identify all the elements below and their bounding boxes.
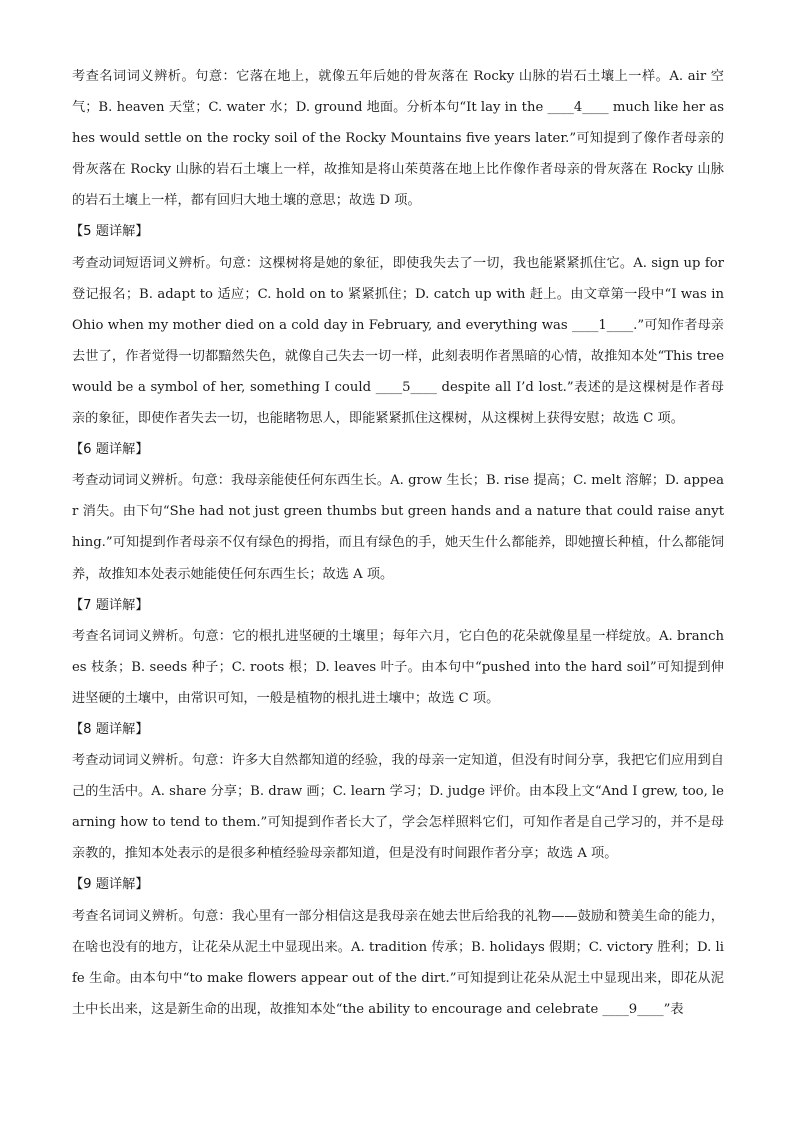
explanation-q9-text: 考查名词词义辨析。句意：我心里有一部分相信这是我母亲在她去世后给我的礼物——鼓励和赞美生命的能力，在啥也没有的地方，让花朵从泥土中显现出来。A. tradition 传承；B. holidays 假期；C. victory 胜利；D. life 生命。由本句中“to make flowers appear out of the dirt.”可知提到让花朵从泥土中显现出来，即花从泥土中长出来，这是新生命的出现，故推知本处“the ability to encourage and celebrate ____9____”表: [72, 908, 724, 1017]
explanation-q6-text: 考查动词词义辨析。句意：我母亲能使任何东西生长。A. grow 生长；B. rise 提高；C. melt 溶解；D. appear 消失。由下句“She had not just green thumbs but green hands and a nature that could raise anything.”可知提到作者母亲不仅有绿色的拇指，而且有绿色的手，她天生什么都能养，即她擅长种植，什么都能饲养，故推知本处表示她能使任何东西生长；故选 A 项。: [72, 473, 724, 582]
heading-q6: 【6 题详解】: [70, 442, 149, 458]
heading-q5: 【5 题详解】: [70, 224, 149, 240]
answer-explanations: [72, 61, 724, 1025]
explanation-q7-text: 考查名词词义辨析。句意：它的根扎进坚硬的土壤里；每年六月，它白色的花朵就像星星一样绽放。A. branches 枝条；B. seeds 种子；C. roots 根；D. leaves 叶子。由本句中“pushed into the hard soil”可知提到伸进坚硬的土壤中，由常识可知，一般是植物的根扎进土壤中；故选 C 项。: [72, 628, 724, 706]
explanation-q8-text: 考查动词词义辨析。句意：许多大自然都知道的经验，我的母亲一定知道，但没有时间分享，我把它们应用到自己的生活中。A. share 分享；B. draw 画；C. learn 学习；D. judge 评价。由本段上文“And I grew, too, learning how to tend to them.”可知提到作者长大了，学会怎样照料它们，可知作者是自己学习的，并不是母亲教的，推知本处表示的是很多种植经验母亲都知道，但是没有时间跟作者分享；故选 A 项。: [72, 753, 724, 862]
heading-q7: 【7 题详解】: [70, 597, 149, 613]
explanation-q5-text: 考查动词短语词义辨析。句意：这棵树将是她的象征，即使我失去了一切，我也能紧紧抓住它。A. sign up for 登记报名；B. adapt to 适应；C. hold on to 紧紧抓住；D. catch up with 赶上。由文章第一段中“I was in Ohio when my mother died on a cold day in February, and everything was ____1____.”可知作者母亲去世了，作者觉得一切都黯然失色，就像自己失去一切一样，此刻表明作者黑暗的心情，故推知本处“This tree would be a symbol of her, something I could ____5____ despite all I’d lost.”表述的是这棵树是作者母亲的象征，即使作者失去一切，也能睹物思人，即能紧紧抓住这棵树，从这棵树上获得安慰；故选 C 项。: [72, 255, 724, 427]
explanation-q4-text: 考查名词词义辨析。句意：它落在地上，就像五年后她的骨灰落在 Rocky 山脉的岩石土壤上一样。A. air 空气；B. heaven 天堂；C. water 水；D. ground 地面。分析本句“It lay in the ____4____ much like her ashes would settle on the rocky soil of the Rocky Mountains five years later.”可知提到了像作者母亲的骨灰落在 Rocky 山脉的岩石土壤上一样，故推知是将山茱萸落在地上比作像作者母亲的骨灰落在 Rocky 山脉的岩石土壤上一样，都有回归大地土壤的意思；故选 D 项。: [72, 69, 724, 209]
heading-q9: 【9 题详解】: [70, 877, 149, 893]
heading-q8: 【8 题详解】: [70, 721, 149, 737]
